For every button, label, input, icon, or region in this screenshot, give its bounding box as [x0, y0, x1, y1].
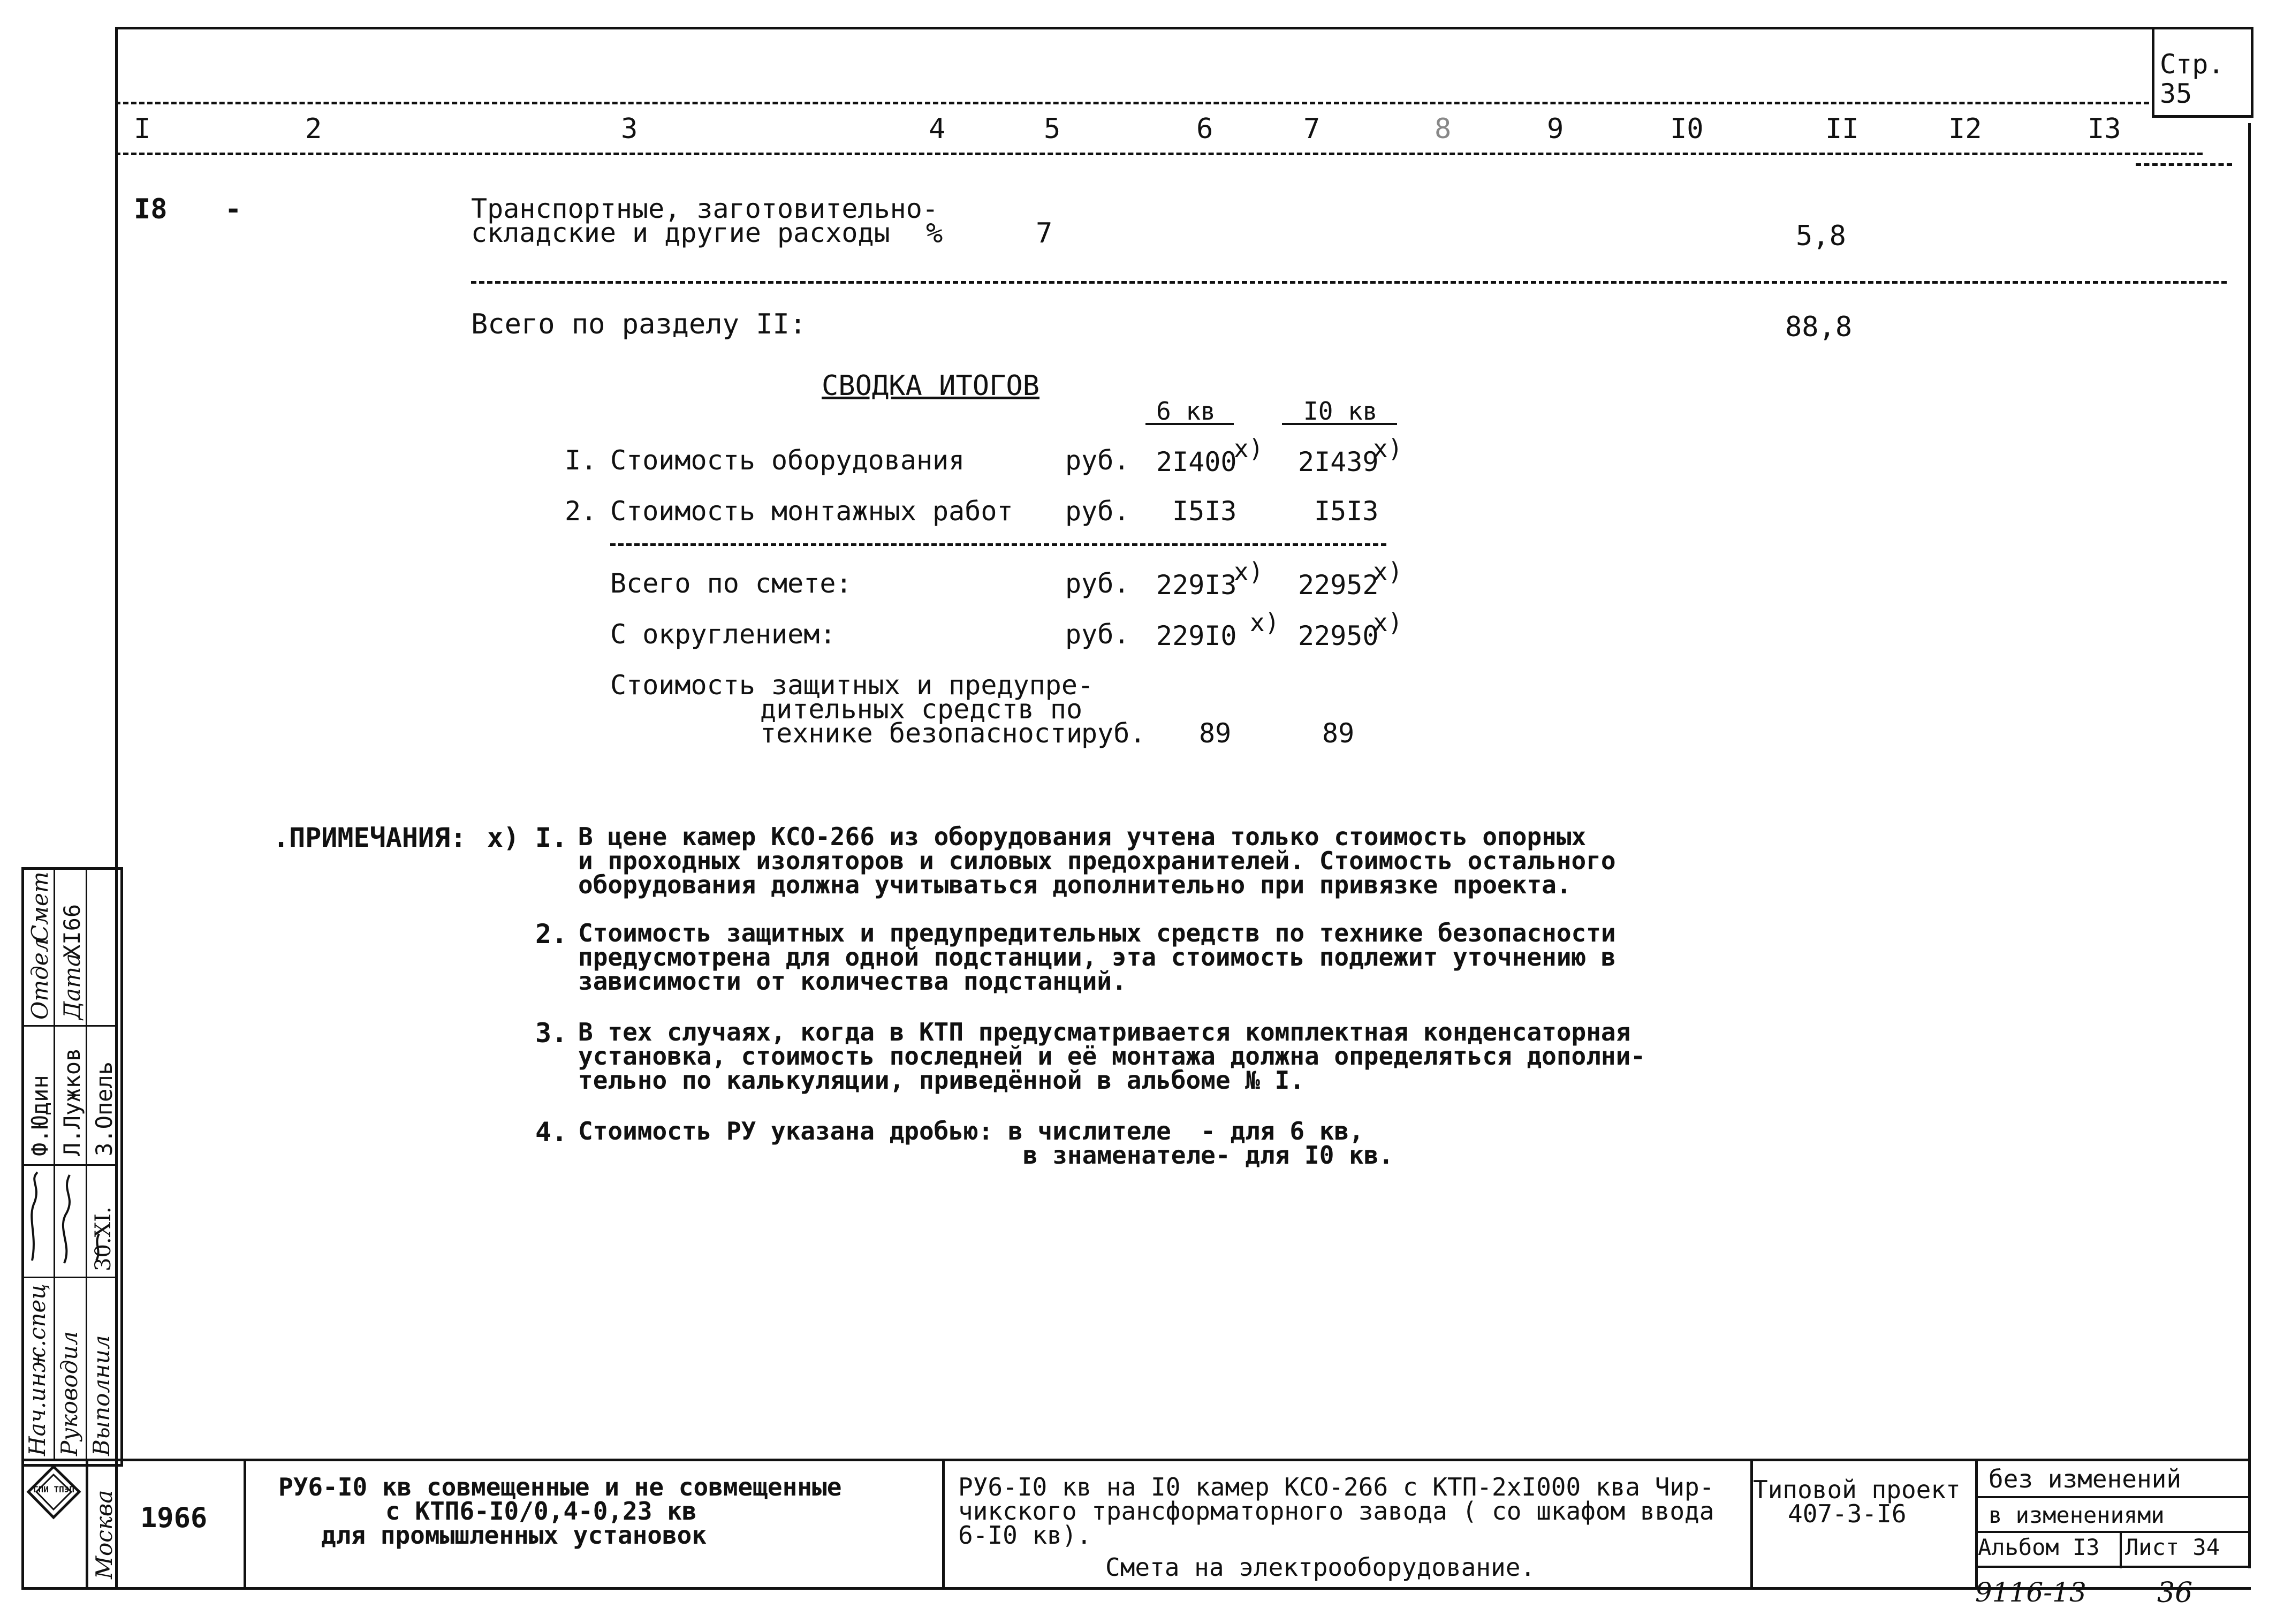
tb-title-line1: РУ6-I0 кв совмещенные и не совмещенные [278, 1473, 842, 1501]
stamp-dept-value: Смет [27, 871, 53, 942]
summary-row2-label: Стоимость монтажных работ [610, 496, 1013, 527]
row18-dash: - [225, 193, 242, 225]
safety-unit: руб. [1081, 718, 1146, 749]
tb-project-label: Типовой проект [1753, 1475, 1961, 1504]
col-header-10: I0 [1670, 113, 1704, 145]
note2-num: 2. [535, 919, 568, 950]
stamp-sign-date: 30.XI. [91, 1206, 116, 1271]
tb-city: Москва [91, 1490, 117, 1579]
tb-status-line2 [1975, 1531, 2251, 1533]
col-header-2: 2 [305, 113, 322, 145]
col-header-8: 8 [1435, 113, 1452, 145]
col-header-1: I [134, 113, 151, 145]
total-section-label: Всего по разделу II: [471, 308, 807, 340]
tb-status1: без изменений [1989, 1464, 2182, 1493]
summary-row3-label: Всего по смете: [610, 568, 852, 599]
row18-unit: % [926, 217, 943, 249]
summary-col-6kv: 6 кв [1156, 397, 1216, 426]
side-stamp-row3 [21, 1277, 118, 1278]
safety-line3: технике безопасности [760, 718, 1083, 749]
stamp-date-value: XI66 [59, 904, 85, 958]
col-header-11: II [1825, 113, 1859, 145]
summary-row3-v10-mark: x) [1373, 557, 1403, 586]
note3-line2: установка, стоимость последней и её монтажа должна определяться дополни- [578, 1042, 1645, 1071]
page-label-number: 35 [2160, 78, 2192, 109]
title-block-top [21, 1459, 2251, 1461]
tb-year: 1966 [140, 1502, 208, 1534]
side-stamp-row2 [21, 1164, 118, 1166]
note2-line1: Стоимость защитных и предупредительных средств по технике безопасности [578, 919, 1616, 947]
summary-row1-v10: 2I439 [1298, 446, 1379, 477]
row18-number: I8 [134, 193, 168, 225]
summary-row3-unit: руб. [1065, 568, 1130, 599]
row18-col11: 5,8 [1796, 220, 1846, 252]
note4-num: 4. [535, 1117, 568, 1148]
summary-row2-v6: I5I3 [1172, 496, 1237, 527]
note4-line2: в знаменателе- для I0 кв. [578, 1141, 1394, 1170]
tb-desc-line4: Смета на электрооборудование. [1105, 1553, 1536, 1582]
summary-row4-v6: 229I0 [1156, 620, 1237, 651]
frame-bottom-line [21, 1587, 2251, 1590]
frame-top-line [115, 27, 2251, 29]
tb-page-num: 36 [2157, 1577, 2193, 1609]
col-header-7: 7 [1303, 113, 1321, 145]
side-stamp-row1 [21, 1025, 118, 1027]
col-header-13: I3 [2088, 113, 2121, 145]
summary-row2-num: 2. [565, 496, 597, 527]
tb-div-desc [942, 1459, 945, 1590]
row18-desc-line2: складские и другие расходы [471, 217, 890, 248]
summary-row2-v10: I5I3 [1314, 496, 1379, 527]
note2-line3: зависимости от количества подстанций. [578, 967, 1127, 996]
tb-div-status [1975, 1459, 1978, 1590]
safety-line2: дительных средств по [760, 694, 1083, 725]
tb-status2: в изменениями [1989, 1502, 2165, 1528]
summary-row4-v6-mark: x) [1250, 608, 1280, 637]
summary-row1-v10-mark: x) [1373, 434, 1403, 463]
col-header-3: 3 [621, 113, 638, 145]
tb-desc-line1: РУ6-I0 кв на I0 камер КСО-266 с КТП-2хI000 ква Чир- [958, 1473, 1714, 1501]
col-header-4: 4 [929, 113, 946, 145]
tb-desc-line2: чикского трансформаторного завода ( со шкафом ввода [958, 1497, 1714, 1526]
total-section-value: 88,8 [1785, 311, 1853, 343]
notes-heading: .ПРИМЕЧАНИЯ: [273, 822, 467, 853]
tb-sheet: Лист 34 [2125, 1534, 2220, 1560]
col-header-5: 5 [1044, 113, 1061, 145]
summary-title: СВОДКА ИТОГОВ [822, 370, 1039, 402]
frame-right-line [2248, 123, 2251, 1568]
header-top-dash [115, 102, 2149, 104]
header-bottom-dash [115, 153, 2203, 155]
note1-line1: В цене камер КСО-266 из оборудования учтена только стоимость опорных [578, 822, 1587, 851]
stamp-dept-label: Отдел [27, 938, 53, 1020]
summary-row3-v6: 229I3 [1156, 570, 1237, 601]
summary-row4-unit: руб. [1065, 619, 1130, 650]
stamp-name-1: Ф.Юдин [27, 1075, 53, 1156]
summary-row1-num: I. [565, 445, 597, 476]
note3-num: 3. [535, 1018, 568, 1049]
summary-col-10kv-underline [1282, 423, 1397, 425]
tb-handwritten-code: 9116-13 [1975, 1577, 2086, 1608]
notes-mark: x) [487, 822, 520, 853]
summary-row2-unit: руб. [1065, 496, 1130, 527]
tb-album: Альбом I3 [1978, 1534, 2100, 1560]
summary-row1-unit: руб. [1065, 445, 1130, 476]
summary-row1-label: Стоимость оборудования [610, 445, 965, 476]
note1-num: I. [535, 822, 568, 853]
stamp-name-3: З.Опель [91, 1061, 117, 1156]
stamp-role-3: Выполнил [88, 1335, 115, 1456]
summary-row4-v10: 22950 [1298, 620, 1379, 651]
summary-row1-v6: 2I400 [1156, 446, 1237, 477]
header-right-dash [2136, 163, 2232, 166]
summary-row1-v6-mark: x) [1234, 434, 1264, 463]
row18-bottom-dash [471, 281, 2227, 284]
tb-project-num: 407-3-I6 [1788, 1499, 1907, 1528]
tb-desc-line3: 6-I0 кв). [958, 1521, 1092, 1550]
safety-v6: 89 [1199, 718, 1232, 749]
note3-line1: В тех случаях, когда в КТП предусматривается комплектная конденсаторная [578, 1018, 1631, 1046]
stamp-role-1: Нач.инж.спец [24, 1284, 50, 1456]
tb-div-logo [86, 1459, 88, 1590]
stamp-role-2: Руководил [56, 1331, 82, 1456]
tb-title-line2: с КТП6-I0/0,4-0,23 кв [385, 1497, 697, 1526]
col-header-9: 9 [1547, 113, 1564, 145]
tb-status-line1 [1975, 1496, 2251, 1498]
summary-separator-dash [610, 543, 1386, 546]
tb-title-line3: для промышленных установок [321, 1521, 707, 1550]
tb-status-line3 [1975, 1566, 2251, 1568]
summary-col-6kv-underline [1145, 423, 1234, 425]
stamp-date-label: Дата [59, 953, 85, 1020]
summary-row3-v10: 22952 [1298, 570, 1379, 601]
note1-line3: оборудования должна учитываться дополнительно при привязке проекта. [578, 870, 1572, 899]
summary-col-10kv: I0 кв [1303, 397, 1378, 426]
summary-row3-v6-mark: x) [1234, 557, 1264, 586]
safety-v10: 89 [1322, 718, 1355, 749]
tb-div-title [244, 1459, 246, 1590]
row18-col5: 7 [1036, 217, 1053, 249]
summary-row4-label: С округлением: [610, 619, 836, 650]
col-header-6: 6 [1196, 113, 1213, 145]
title-block-left [21, 1459, 24, 1590]
col-header-12: I2 [1948, 113, 1982, 145]
summary-row4-v10-mark: x) [1373, 608, 1403, 637]
row18-desc-line1: Транспортные, заготовительно- [471, 193, 938, 224]
tb-album-sheet-div [2120, 1531, 2122, 1568]
note1-line2: и проходных изоляторов и силовых предохранителей. Стоимость остального [578, 846, 1616, 875]
note3-line3: тельно по калькуляции, приведённой в альбоме № I. [578, 1066, 1305, 1095]
org-logo-text: ГПИ ТПЭП [33, 1484, 75, 1494]
note2-line2: предусмотрена для одной подстанции, эта стоимость подлежит уточнению в [578, 943, 1616, 972]
stamp-name-2: Л.Лужков [59, 1048, 85, 1156]
page-label-str: Стр. [2160, 49, 2225, 80]
note4-line1: Стоимость РУ указана дробью: в числителе - для 6 кв, [578, 1117, 1364, 1145]
safety-line1: Стоимость защитных и предупре- [610, 670, 1094, 701]
